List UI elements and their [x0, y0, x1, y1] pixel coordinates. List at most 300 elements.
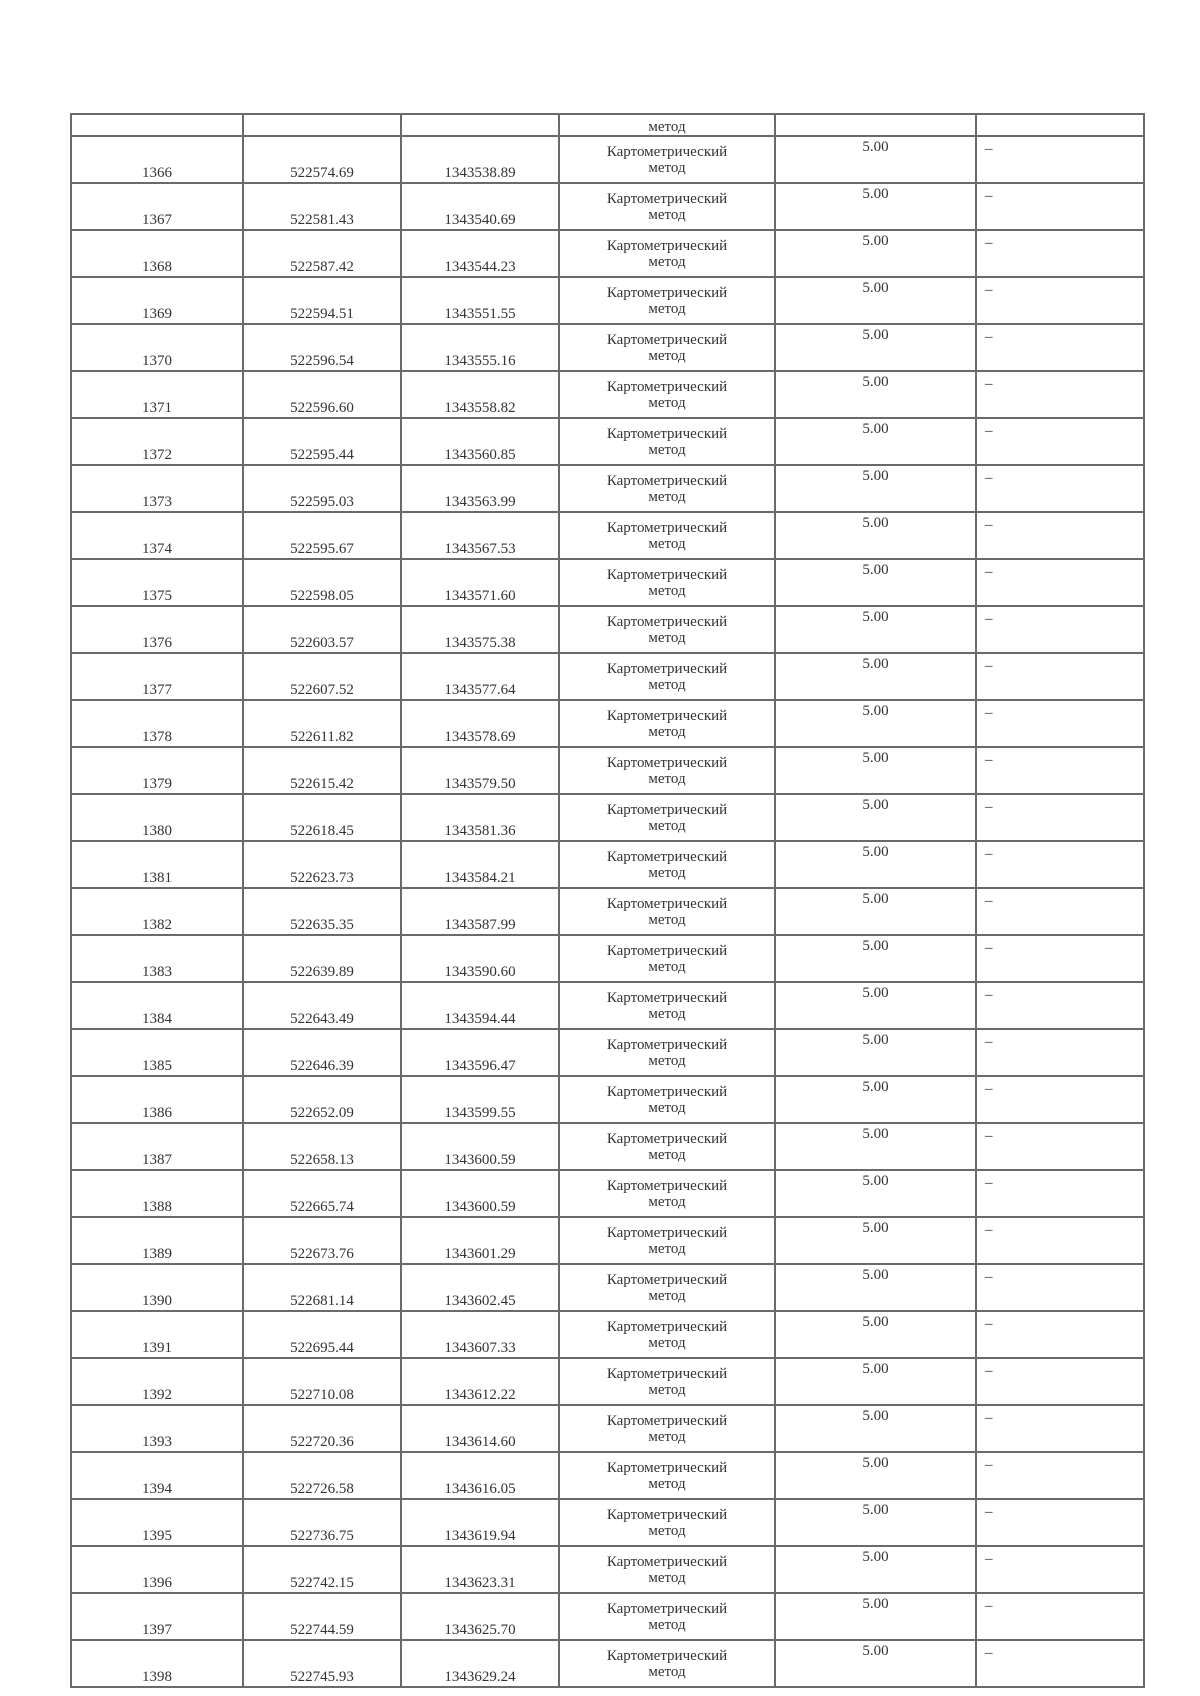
method-line-1: Картометрический: [606, 143, 728, 160]
method-line-1: Картометрический: [606, 1318, 728, 1335]
x-coordinate-cell: 522744.59: [243, 1593, 401, 1640]
accuracy-cell: 5.00: [775, 230, 976, 277]
accuracy-cell: 5.00: [775, 1452, 976, 1499]
y-coordinate-cell: 1343577.64: [401, 653, 559, 700]
method-line-2: метод: [648, 958, 686, 975]
x-coordinate-cell: 522726.58: [243, 1452, 401, 1499]
point-number-cell: 1383: [71, 935, 243, 982]
x-coordinate-cell: 522598.05: [243, 559, 401, 606]
accuracy-cell: 5.00: [775, 935, 976, 982]
x-coordinate-cell: 522736.75: [243, 1499, 401, 1546]
point-number-cell: 1393: [71, 1405, 243, 1452]
method-line-2: метод: [648, 1428, 686, 1445]
method-cell: [559, 277, 775, 324]
point-number-cell: 1370: [71, 324, 243, 371]
method-cell: [559, 559, 775, 606]
point-number-cell: 1376: [71, 606, 243, 653]
method-line-1: Картометрический: [606, 801, 728, 818]
method-cell: [559, 982, 775, 1029]
empty-cell: [775, 114, 976, 136]
method-line-2: метод: [648, 1381, 686, 1398]
table-row: [71, 512, 1144, 559]
method-line-1: Картометрический: [606, 1083, 728, 1100]
y-coordinate-cell: 1343619.94: [401, 1499, 559, 1546]
description-cell: –: [976, 700, 1144, 747]
x-coordinate-cell: 522652.09: [243, 1076, 401, 1123]
method-line-1: Картометрический: [606, 1506, 728, 1523]
method-cell: [559, 512, 775, 559]
method-line-2: метод: [648, 1005, 686, 1022]
description-cell: –: [976, 1076, 1144, 1123]
table-row: [71, 1076, 1144, 1123]
empty-cell: [401, 114, 559, 136]
accuracy-cell: 5.00: [775, 371, 976, 418]
x-coordinate-cell: 522618.45: [243, 794, 401, 841]
accuracy-cell: 5.00: [775, 1546, 976, 1593]
method-cell: [559, 794, 775, 841]
description-cell: –: [976, 418, 1144, 465]
table-row: [71, 1217, 1144, 1264]
point-number-cell: 1395: [71, 1499, 243, 1546]
table-row: [71, 559, 1144, 606]
y-coordinate-cell: 1343614.60: [401, 1405, 559, 1452]
method-line-1: Картометрический: [606, 284, 728, 301]
point-number-cell: 1396: [71, 1546, 243, 1593]
y-coordinate-cell: 1343563.99: [401, 465, 559, 512]
description-cell: –: [976, 935, 1144, 982]
y-coordinate-cell: 1343540.69: [401, 183, 559, 230]
point-number-cell: 1389: [71, 1217, 243, 1264]
y-coordinate-cell: 1343625.70: [401, 1593, 559, 1640]
method-line-1: Картометрический: [606, 378, 728, 395]
table-row: [71, 1029, 1144, 1076]
table-row: [71, 606, 1144, 653]
description-cell: –: [976, 1170, 1144, 1217]
accuracy-cell: 5.00: [775, 1640, 976, 1687]
accuracy-cell: 5.00: [775, 1170, 976, 1217]
method-line-2: метод: [648, 1334, 686, 1351]
x-coordinate-cell: 522595.67: [243, 512, 401, 559]
point-number-cell: 1367: [71, 183, 243, 230]
table-row: [71, 1546, 1144, 1593]
accuracy-cell: 5.00: [775, 183, 976, 230]
table-row: [71, 888, 1144, 935]
method-cell: [559, 1593, 775, 1640]
y-coordinate-cell: 1343596.47: [401, 1029, 559, 1076]
accuracy-cell: 5.00: [775, 277, 976, 324]
method-line-2: метод: [648, 864, 686, 881]
method-line-1: Картометрический: [606, 566, 728, 583]
method-line-2: метод: [648, 629, 686, 646]
y-coordinate-cell: 1343581.36: [401, 794, 559, 841]
point-number-cell: 1388: [71, 1170, 243, 1217]
y-coordinate-cell: 1343601.29: [401, 1217, 559, 1264]
y-coordinate-cell: 1343600.59: [401, 1170, 559, 1217]
method-cell: [559, 183, 775, 230]
description-cell: –: [976, 841, 1144, 888]
description-cell: –: [976, 888, 1144, 935]
table-row: [71, 1358, 1144, 1405]
table-row: [71, 1452, 1144, 1499]
point-number-cell: 1378: [71, 700, 243, 747]
method-line-2: метод: [648, 1193, 686, 1210]
method-line-1: Картометрический: [606, 1553, 728, 1570]
method-line-1: Картометрический: [606, 1224, 728, 1241]
description-cell: –: [976, 1452, 1144, 1499]
table-row: [71, 700, 1144, 747]
method-line-2: метод: [648, 1569, 686, 1586]
y-coordinate-cell: 1343629.24: [401, 1640, 559, 1687]
method-cell: [559, 1076, 775, 1123]
description-cell: –: [976, 1640, 1144, 1687]
method-cell: [559, 1123, 775, 1170]
method-line-1: Картометрический: [606, 895, 728, 912]
y-coordinate-cell: 1343587.99: [401, 888, 559, 935]
method-line-1: Картометрический: [606, 425, 728, 442]
accuracy-cell: 5.00: [775, 1358, 976, 1405]
x-coordinate-cell: 522595.44: [243, 418, 401, 465]
point-number-cell: 1387: [71, 1123, 243, 1170]
method-cell: [559, 1264, 775, 1311]
method-line-1: Картометрический: [606, 848, 728, 865]
method-line-1: Картометрический: [606, 707, 728, 724]
accuracy-cell: 5.00: [775, 418, 976, 465]
x-coordinate-cell: 522611.82: [243, 700, 401, 747]
method-cell: [559, 700, 775, 747]
y-coordinate-cell: 1343612.22: [401, 1358, 559, 1405]
method-cell: [559, 935, 775, 982]
method-line-2: метод: [648, 347, 686, 364]
method-line-1: Картометрический: [606, 1600, 728, 1617]
method-line-1: Картометрический: [606, 942, 728, 959]
x-coordinate-cell: 522615.42: [243, 747, 401, 794]
y-coordinate-cell: 1343571.60: [401, 559, 559, 606]
method-line-2: метод: [648, 582, 686, 599]
x-coordinate-cell: 522635.35: [243, 888, 401, 935]
table-row: [71, 465, 1144, 512]
table-body: [71, 114, 1144, 1687]
table-row: [71, 653, 1144, 700]
method-line-2: метод: [648, 1146, 686, 1163]
method-line-2: метод: [648, 676, 686, 693]
x-coordinate-cell: 522623.73: [243, 841, 401, 888]
y-coordinate-cell: 1343538.89: [401, 136, 559, 183]
x-coordinate-cell: 522581.43: [243, 183, 401, 230]
method-line-1: Картометрический: [606, 472, 728, 489]
description-cell: –: [976, 465, 1144, 512]
accuracy-cell: 5.00: [775, 794, 976, 841]
point-number-cell: 1398: [71, 1640, 243, 1687]
x-coordinate-cell: 522681.14: [243, 1264, 401, 1311]
y-coordinate-cell: 1343578.69: [401, 700, 559, 747]
accuracy-cell: 5.00: [775, 1311, 976, 1358]
description-cell: –: [976, 1029, 1144, 1076]
y-coordinate-cell: 1343558.82: [401, 371, 559, 418]
table-row: [71, 1405, 1144, 1452]
y-coordinate-cell: 1343602.45: [401, 1264, 559, 1311]
method-line-1: Картометрический: [606, 660, 728, 677]
empty-cell: [71, 114, 243, 136]
method-cell: [559, 888, 775, 935]
method-line-2: метод: [648, 1287, 686, 1304]
method-cell: [559, 1311, 775, 1358]
x-coordinate-cell: 522673.76: [243, 1217, 401, 1264]
description-cell: –: [976, 371, 1144, 418]
method-cell: [559, 1452, 775, 1499]
x-coordinate-cell: 522587.42: [243, 230, 401, 277]
method-line-1: Картометрический: [606, 1412, 728, 1429]
method-cell: [559, 1499, 775, 1546]
y-coordinate-cell: 1343607.33: [401, 1311, 559, 1358]
accuracy-cell: 5.00: [775, 841, 976, 888]
y-coordinate-cell: 1343599.55: [401, 1076, 559, 1123]
x-coordinate-cell: 522639.89: [243, 935, 401, 982]
x-coordinate-cell: 522643.49: [243, 982, 401, 1029]
accuracy-cell: 5.00: [775, 1264, 976, 1311]
accuracy-cell: 5.00: [775, 465, 976, 512]
method-line-2: метод: [648, 535, 686, 552]
x-coordinate-cell: 522745.93: [243, 1640, 401, 1687]
table-row: [71, 230, 1144, 277]
x-coordinate-cell: 522596.60: [243, 371, 401, 418]
point-number-cell: 1369: [71, 277, 243, 324]
coordinates-table-page: [70, 113, 1143, 1688]
method-line-1: Картометрический: [606, 331, 728, 348]
point-number-cell: 1397: [71, 1593, 243, 1640]
accuracy-cell: 5.00: [775, 1499, 976, 1546]
description-cell: –: [976, 1499, 1144, 1546]
point-number-cell: 1380: [71, 794, 243, 841]
point-number-cell: 1372: [71, 418, 243, 465]
accuracy-cell: 5.00: [775, 606, 976, 653]
point-number-cell: 1366: [71, 136, 243, 183]
accuracy-cell: 5.00: [775, 700, 976, 747]
empty-cell: [243, 114, 401, 136]
x-coordinate-cell: 522646.39: [243, 1029, 401, 1076]
x-coordinate-cell: 522720.36: [243, 1405, 401, 1452]
x-coordinate-cell: 522658.13: [243, 1123, 401, 1170]
table-row: [71, 418, 1144, 465]
description-cell: –: [976, 1546, 1144, 1593]
description-cell: –: [976, 794, 1144, 841]
method-line-2: метод: [648, 1099, 686, 1116]
method-line-1: Картометрический: [606, 1177, 728, 1194]
point-number-cell: 1381: [71, 841, 243, 888]
description-cell: –: [976, 1593, 1144, 1640]
y-coordinate-cell: 1343600.59: [401, 1123, 559, 1170]
table-row: [71, 1499, 1144, 1546]
y-coordinate-cell: 1343544.23: [401, 230, 559, 277]
method-cell: [559, 371, 775, 418]
x-coordinate-cell: 522596.54: [243, 324, 401, 371]
table-row: [71, 1170, 1144, 1217]
y-coordinate-cell: 1343594.44: [401, 982, 559, 1029]
method-cell: [559, 465, 775, 512]
accuracy-cell: 5.00: [775, 982, 976, 1029]
method-line-1: Картометрический: [606, 613, 728, 630]
method-line-1: Картометрический: [606, 754, 728, 771]
description-cell: –: [976, 559, 1144, 606]
point-number-cell: 1368: [71, 230, 243, 277]
point-number-cell: 1392: [71, 1358, 243, 1405]
x-coordinate-cell: 522574.69: [243, 136, 401, 183]
method-line-2: метод: [648, 1663, 686, 1680]
table-row: [71, 794, 1144, 841]
y-coordinate-cell: 1343623.31: [401, 1546, 559, 1593]
method-cell: [559, 747, 775, 794]
method-line-2: метод: [648, 441, 686, 458]
method-line-1: Картометрический: [606, 989, 728, 1006]
continuation-row: [71, 114, 1144, 136]
method-line-2: метод: [648, 253, 686, 270]
accuracy-cell: 5.00: [775, 888, 976, 935]
method-cell: [559, 324, 775, 371]
method-line-2: метод: [648, 770, 686, 787]
method-line-1: Картометрический: [606, 1130, 728, 1147]
x-coordinate-cell: 522742.15: [243, 1546, 401, 1593]
description-cell: –: [976, 1405, 1144, 1452]
description-cell: –: [976, 136, 1144, 183]
x-coordinate-cell: 522665.74: [243, 1170, 401, 1217]
method-cell: [559, 136, 775, 183]
accuracy-cell: 5.00: [775, 1123, 976, 1170]
y-coordinate-cell: 1343555.16: [401, 324, 559, 371]
table-row: [71, 1311, 1144, 1358]
description-cell: –: [976, 1358, 1144, 1405]
point-number-cell: 1390: [71, 1264, 243, 1311]
description-cell: –: [976, 1311, 1144, 1358]
point-number-cell: 1375: [71, 559, 243, 606]
y-coordinate-cell: 1343551.55: [401, 277, 559, 324]
table-row: [71, 183, 1144, 230]
table-row: [71, 841, 1144, 888]
accuracy-cell: 5.00: [775, 1593, 976, 1640]
point-number-cell: 1394: [71, 1452, 243, 1499]
table-row: [71, 324, 1144, 371]
y-coordinate-cell: 1343560.85: [401, 418, 559, 465]
y-coordinate-cell: 1343584.21: [401, 841, 559, 888]
coordinates-table: [70, 113, 1145, 1688]
method-line-1: Картометрический: [606, 237, 728, 254]
x-coordinate-cell: 522695.44: [243, 1311, 401, 1358]
method-line-2: метод: [648, 817, 686, 834]
accuracy-cell: 5.00: [775, 559, 976, 606]
method-line-1: Картометрический: [606, 1036, 728, 1053]
method-cell: [559, 1640, 775, 1687]
method-line-2: метод: [648, 1475, 686, 1492]
method-line-1: Картометрический: [606, 190, 728, 207]
x-coordinate-cell: 522607.52: [243, 653, 401, 700]
table-row: [71, 1123, 1144, 1170]
method-cell: [559, 653, 775, 700]
method-cell: [559, 606, 775, 653]
method-line-2: метод: [648, 488, 686, 505]
table-row: [71, 136, 1144, 183]
method-line-2: метод: [648, 394, 686, 411]
point-number-cell: 1386: [71, 1076, 243, 1123]
empty-cell: [976, 114, 1144, 136]
method-line-1: Картометрический: [606, 519, 728, 536]
x-coordinate-cell: 522603.57: [243, 606, 401, 653]
method-line-1: Картометрический: [606, 1459, 728, 1476]
accuracy-cell: 5.00: [775, 1405, 976, 1452]
method-line-2: метод: [648, 300, 686, 317]
method-line-1: Картометрический: [606, 1271, 728, 1288]
method-line-2: метод: [648, 911, 686, 928]
method-cell: [559, 1170, 775, 1217]
method-cell: [559, 418, 775, 465]
description-cell: –: [976, 606, 1144, 653]
point-number-cell: 1373: [71, 465, 243, 512]
y-coordinate-cell: 1343567.53: [401, 512, 559, 559]
method-line-2: метод: [648, 723, 686, 740]
description-cell: –: [976, 230, 1144, 277]
accuracy-cell: 5.00: [775, 747, 976, 794]
method-line-1: Картометрический: [606, 1365, 728, 1382]
method-line-2: метод: [648, 206, 686, 223]
y-coordinate-cell: 1343616.05: [401, 1452, 559, 1499]
description-cell: –: [976, 277, 1144, 324]
method-cell: [559, 230, 775, 277]
table-row: [71, 1640, 1144, 1687]
table-row: [71, 747, 1144, 794]
description-cell: –: [976, 1123, 1144, 1170]
description-cell: –: [976, 1264, 1144, 1311]
x-coordinate-cell: 522595.03: [243, 465, 401, 512]
y-coordinate-cell: 1343590.60: [401, 935, 559, 982]
method-cell: [559, 1029, 775, 1076]
description-cell: –: [976, 747, 1144, 794]
y-coordinate-cell: 1343579.50: [401, 747, 559, 794]
accuracy-cell: 5.00: [775, 512, 976, 559]
method-cell: [559, 1546, 775, 1593]
description-cell: –: [976, 1217, 1144, 1264]
table-row: [71, 371, 1144, 418]
x-coordinate-cell: 522710.08: [243, 1358, 401, 1405]
method-line-2: метод: [648, 1240, 686, 1257]
description-cell: –: [976, 982, 1144, 1029]
description-cell: –: [976, 183, 1144, 230]
method-line-2: метод: [648, 1522, 686, 1539]
table-row: [71, 935, 1144, 982]
y-coordinate-cell: 1343575.38: [401, 606, 559, 653]
point-number-cell: 1377: [71, 653, 243, 700]
x-coordinate-cell: 522594.51: [243, 277, 401, 324]
point-number-cell: 1385: [71, 1029, 243, 1076]
table-row: [71, 1264, 1144, 1311]
table-row: [71, 982, 1144, 1029]
table-row: [71, 1593, 1144, 1640]
accuracy-cell: 5.00: [775, 653, 976, 700]
method-cell: [559, 841, 775, 888]
accuracy-cell: 5.00: [775, 324, 976, 371]
accuracy-cell: 5.00: [775, 1076, 976, 1123]
accuracy-cell: 5.00: [775, 136, 976, 183]
method-line-1: Картометрический: [606, 1647, 728, 1664]
point-number-cell: 1382: [71, 888, 243, 935]
table-row: [71, 277, 1144, 324]
method-cell: [559, 1405, 775, 1452]
method-cell: [559, 1217, 775, 1264]
point-number-cell: 1384: [71, 982, 243, 1029]
description-cell: –: [976, 653, 1144, 700]
accuracy-cell: 5.00: [775, 1029, 976, 1076]
description-cell: –: [976, 512, 1144, 559]
accuracy-cell: 5.00: [775, 1217, 976, 1264]
method-cell: [559, 1358, 775, 1405]
point-number-cell: 1379: [71, 747, 243, 794]
description-cell: –: [976, 324, 1144, 371]
